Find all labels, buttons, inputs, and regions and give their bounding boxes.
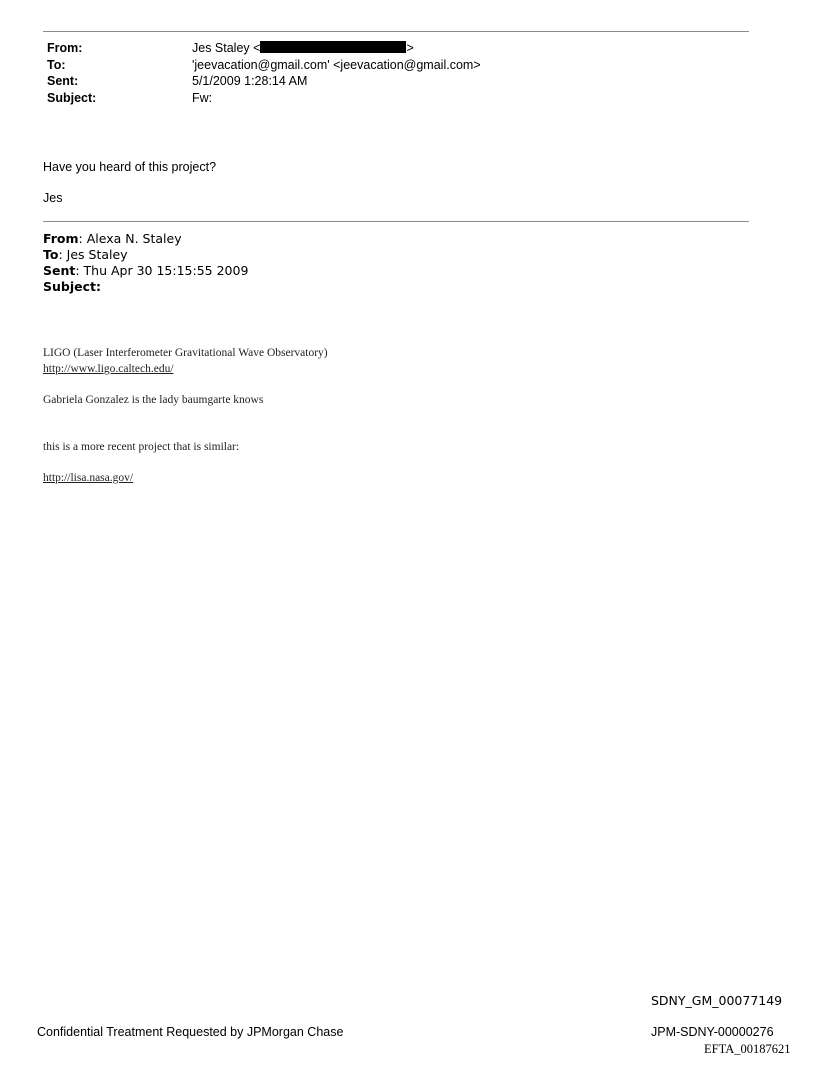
- sent-label: Sent:: [47, 74, 79, 88]
- similar-line: this is a more recent project that is similar:: [43, 441, 240, 453]
- from-value: [192, 41, 414, 55]
- forwarded-to-label: To: [43, 247, 59, 262]
- forwarded-from: [43, 231, 182, 247]
- efta-number: EFTA_00187621: [704, 1042, 791, 1056]
- redaction-bar: [260, 41, 406, 53]
- from-name-close: >: [406, 41, 414, 55]
- subject-value: Fw:: [192, 91, 213, 105]
- forwarded-subject-value: :: [96, 279, 101, 294]
- forward-divider: [43, 221, 749, 222]
- to-label: To:: [47, 58, 66, 72]
- gonzalez-line: Gabriela Gonzalez is the lady baumgarte knows: [43, 394, 264, 406]
- forwarded-sent-value: : Thu Apr 30 15:15:55 2009: [75, 263, 249, 278]
- bates-sdny: SDNY_GM_00077149: [651, 993, 783, 1008]
- to-value: 'jeevacation@gmail.com' <jeevacation@gmail.com>: [192, 58, 481, 72]
- sent-value: 5/1/2009 1:28:14 AM: [192, 74, 308, 88]
- forwarded-sent-label: Sent: [43, 263, 76, 278]
- forwarded-subject: [43, 279, 101, 295]
- top-divider: [43, 31, 749, 32]
- ligo-line: LIGO (Laser Interferometer Gravitational Wave Observatory): [43, 347, 328, 359]
- forwarded-from-label: From: [43, 231, 79, 246]
- body-signature: Jes: [43, 191, 63, 205]
- confidential-notice: Confidential Treatment Requested by JPMorgan Chase: [37, 1025, 344, 1039]
- forwarded-sent: [43, 263, 248, 279]
- subject-label: Subject:: [47, 91, 97, 105]
- ligo-link-row: [43, 363, 174, 376]
- forwarded-to-value: : Jes Staley: [58, 247, 128, 262]
- lisa-link-row: [43, 472, 133, 485]
- bates-jpm: JPM-SDNY-00000276: [651, 1025, 774, 1039]
- forwarded-to: [43, 247, 128, 263]
- forwarded-subject-label: Subject: [43, 279, 96, 294]
- forwarded-from-value: : Alexa N. Staley: [78, 231, 182, 246]
- from-name: Jes Staley <: [192, 41, 261, 55]
- from-label: From:: [47, 41, 83, 55]
- body-line-1: Have you heard of this project?: [43, 160, 217, 174]
- lisa-link[interactable]: http://lisa.nasa.gov/: [43, 472, 134, 484]
- ligo-link[interactable]: http://www.ligo.caltech.edu/: [43, 363, 174, 375]
